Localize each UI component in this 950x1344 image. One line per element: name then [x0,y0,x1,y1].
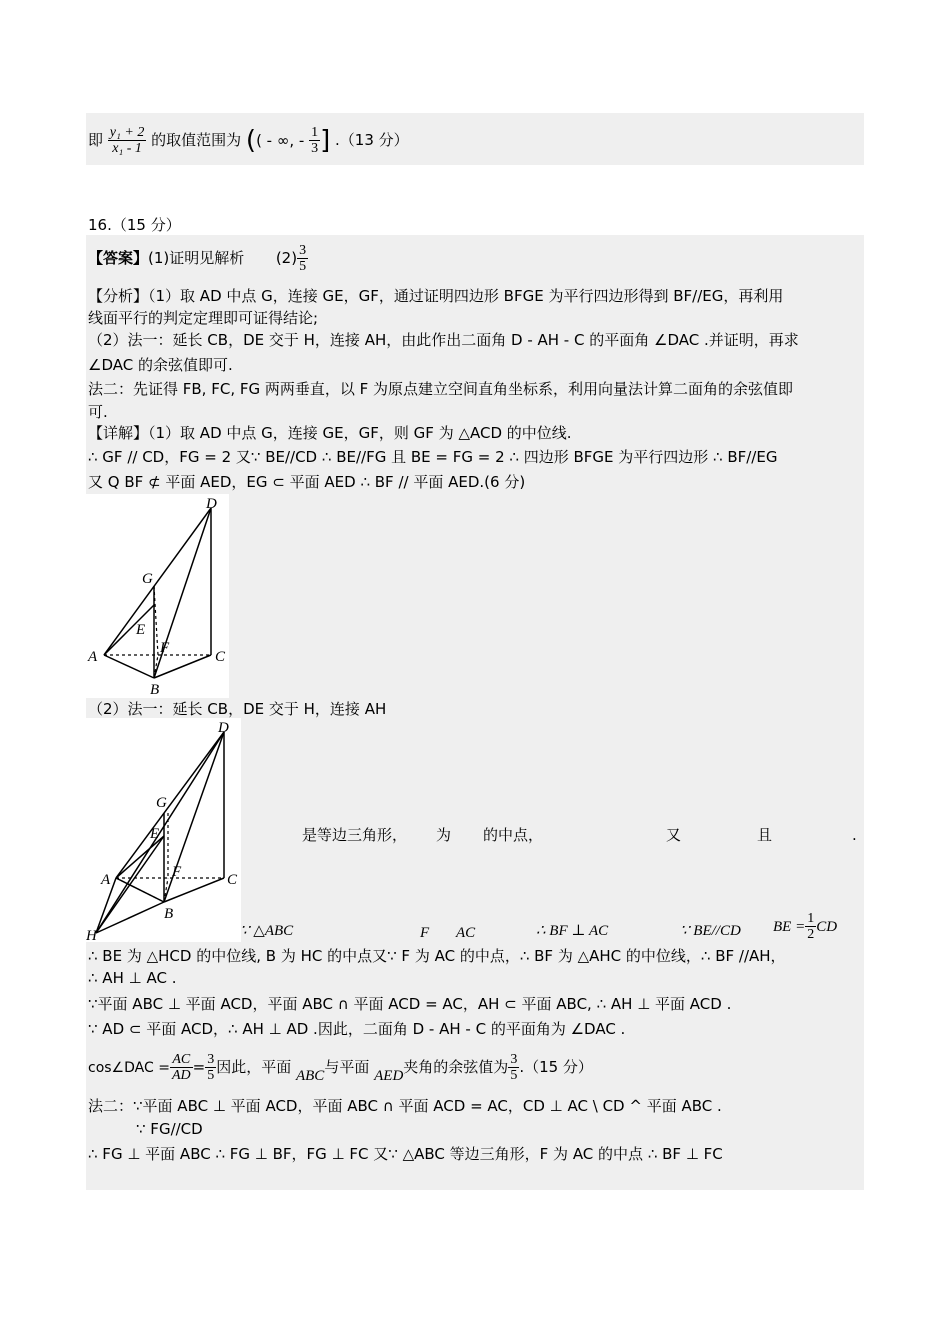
math-fragment-3: AC [456,925,476,941]
ratio-fraction: $\frac{\text{y₁ + 2}}{\text{x₁ - 1}}$ [109,125,145,156]
solution-line-b: ∴ BE 为 △HCD 的中位线, B 为 HC 的中点又∵ F 为 AC 的中点，∴ BF 为 △AHC 的中位线，∴ BF //AH， [88,947,786,965]
label-c: C [215,649,226,665]
label-a: A [88,649,98,665]
solution-line-e: ∵ AD ⊂ 平面 ACD，∴ AH ⊥ AD .因此，二面角 D - AH - C 的平面角为 ∠DAC . [88,1020,626,1038]
fragment-4: 又 [666,826,682,844]
label-g: G [156,795,167,811]
label-d: D [206,496,217,512]
fragment-2: 为 [436,826,452,844]
solution-line-d: ∵平面 ABC ⊥ 平面 ACD，平面 ABC ∩ 平面 ACD = AC，AH ⊂ 平面 ABC, ∴ AH ⊥ 平面 ACD . [88,995,732,1013]
fragment-5: 且 [757,826,773,844]
be-half-cd: BE = $\frac{1}{2}$ CD [773,911,838,942]
question-header: 16.（15 分） [88,216,181,234]
prism-diagram-2 [86,718,241,942]
label-b: B [150,682,160,698]
math-fragment-2: F [420,925,430,941]
fragment-6: . [852,826,857,844]
label-d: D [218,720,229,736]
analysis-line-1: 【分析】（1）取 AD 中点 G，连接 GE，GF，通过证明四边形 BFGE 为平行四边形得到 BF//EG，再利用 [88,287,784,305]
label-g: G [142,571,153,587]
label-e: E [150,826,160,842]
cosine-line: cos∠DAC = $\frac{AC}{AD}$ = $\frac{3}{5}$ 因此，平面 ABC与平面 AED夹角的余弦值为 $\frac{3}{5}$ .（15 分） [88,1052,593,1084]
math-fragment-4: ∴ BF ⊥ AC [536,923,609,939]
fragment-3: 的中点， [483,826,544,844]
detail-line-3: 又 Q BF ⊄ 平面 AED，EG ⊂ 平面 AED ∴ BF // 平面 AED.(6 分) [88,473,526,491]
figure-1 [86,494,229,698]
analysis-line-6: 可. [88,403,108,421]
range-line: 即 $\frac{\text{y₁ + 2}}{\text{x₁ - 1}}$ 的取值范围为 (( - ∞, - $\frac{1}{3}$ ] .（13 分） [88,125,409,156]
label-b: B [164,906,174,922]
label-e: E [136,622,146,638]
analysis-line-4: ∠DAC 的余弦值即可. [88,356,233,374]
method2-line-3: ∴ FG ⊥ 平面 ABC ∴ FG ⊥ BF，FG ⊥ FC 又∵ △ABC 等边三角形，F 为 AC 的中点 ∴ BF ⊥ FC [88,1145,723,1163]
detail-line-2: ∴ GF // CD，FG = 2 又∵ BE//CD ∴ BE//FG 且 BE = FG = 2 ∴ 四边形 BFGE 为平行四边形 ∴ BF//EG [88,448,778,466]
answer-fraction: $\frac{3}{5}$ [299,243,307,274]
fragment-1: 是等边三角形， [302,826,408,844]
analysis-line-2: 线面平行的判定定理即可证得结论; [88,309,319,327]
math-fragment-5: ∵ BE//CD [680,923,741,939]
range-fraction: $\frac{1}{3}$ [311,125,319,156]
answer-line: 【答案】(1)证明见解析 (2) $\frac{3}{5}$ [88,243,307,274]
part2-intro: （2）法一：延长 CB，DE 交于 H，连接 AH [88,700,387,718]
label-a: A [101,872,111,888]
analysis-line-5: 法二：先证得 FB, FC, FG 两两垂直，以 F 为原点建立空间直角坐标系，利用向量法计算二面角的余弦值即 [88,380,794,398]
label-h: H [86,928,97,942]
analysis-line-3: （2）法一：延长 CB，DE 交于 H，连接 AH，由此作出二面角 D - AH - C 的平面角 ∠DAC .并证明，再求 [88,331,799,349]
method2-line-2: ∵ FG//CD [136,1120,203,1138]
detail-line-1: 【详解】（1）取 AD 中点 G，连接 GE，GF，则 GF 为 △ACD 的中位线. [88,424,572,442]
prism-diagram-1 [86,494,229,698]
label-c: C [227,872,238,888]
figure-2 [86,718,241,942]
method2-line-1: 法二：∵平面 ABC ⊥ 平面 ACD，平面 ABC ∩ 平面 ACD = AC，CD ⊥ AC \ CD ^ 平面 ABC . [88,1097,722,1115]
label-f: F [172,864,182,880]
label-f: F [160,640,170,656]
solution-line-c: ∴ AH ⊥ AC . [88,969,177,987]
math-fragment-1: ∵ △ABC [240,923,294,939]
